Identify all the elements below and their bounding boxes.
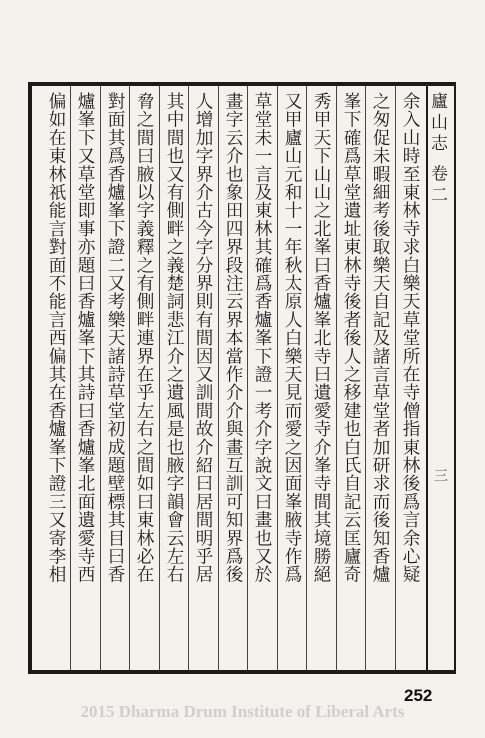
column-rule	[247, 86, 248, 670]
text-column-4: 秀甲天下山山之北峯曰香爐峯北寺曰遺愛寺介峯寺間其境勝絕	[311, 92, 331, 584]
column-rule	[395, 86, 396, 670]
margin-header: 廬山志 卷二	[427, 92, 447, 207]
page-number: 252	[404, 686, 433, 705]
column-rule	[129, 86, 130, 670]
margin-page-mark: 三	[432, 468, 448, 482]
text-column-3: 峯下確爲草堂遺址東林寺後者後人之移建也白氏自記云匡廬奇	[341, 92, 361, 584]
text-column-9: 其中間也又有側畔之義楚詞悲江介之遺風是也腋字韻會云左右	[164, 92, 184, 584]
column-rule	[306, 86, 307, 670]
text-column-13: 偏如在東林祇能言對面不能言西偏其在香爐峯下證三又寄李相	[46, 92, 66, 584]
column-rule	[159, 86, 160, 670]
text-column-11: 對面其爲香爐峯下證二又考樂天諸詩草堂初成題壁標其目曰香	[105, 92, 125, 584]
text-column-1: 余入山時至東林寺求白樂天草堂所在寺僧指東林後爲言余心疑	[400, 92, 420, 584]
column-rule	[188, 86, 189, 670]
column-rule	[70, 86, 71, 670]
text-column-5: 又甲廬山元和十一年秋太原人白樂天見而愛之因面峯腋寺作爲	[282, 92, 302, 584]
text-column-10: 脅之間曰腋以字義釋之有側畔連界在乎左右之間如曰東林必在	[134, 92, 154, 584]
text-column-12: 爐峯下又草堂即事亦題曰香爐峯下其詩曰香爐峯北面遺愛寺西	[75, 92, 95, 584]
column-rule	[336, 86, 337, 670]
watermark-text: 2015 Dharma Drum Institute of Liberal Arts	[80, 702, 405, 721]
column-rule	[100, 86, 101, 670]
text-column-6: 草堂未一言及東林其確爲香爐峯下證一考介字說文曰畫也又於	[252, 92, 272, 584]
column-rule	[277, 86, 278, 670]
column-rule	[218, 86, 219, 670]
text-column-2: 之匆促未暇細考後取樂天自記及諸言草堂者加研求而後知香爐	[370, 92, 390, 584]
text-column-7: 畫字云介也象田四界段注云界本當作介介與畫互訓可知界爲後	[223, 92, 243, 584]
text-column-8: 人增加字界介古今字分界則有間因又訓間故介紹曰居間明乎居	[193, 92, 213, 584]
column-rule	[365, 86, 366, 670]
